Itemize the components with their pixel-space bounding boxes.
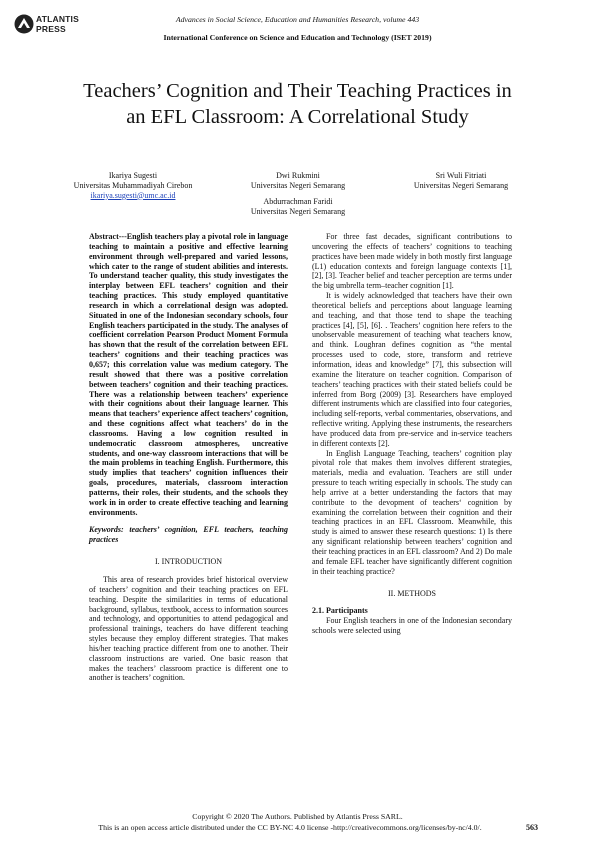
intro-paragraph: This area of research provides brief historical overview of teachers’ cognition and their teaching practices on EFL teaching. Despite the similarities in terms of educational background, syllabus, textbook, access to information sources and technology, and opportunities to attend pedagogical and professional trainings, teachers do have different teaching styles because they employ different strategies. That makes his/her teaching practice different from one to another. Their classroom instructions are varied. One basic reason that makes the teachers’ classroom practice is different one to another is teachers’ cognition.: [89, 575, 288, 683]
author-name: Abdurrachman Faridi: [263, 197, 333, 206]
keywords: Keywords: teachers’ cognition, EFL teachers, teaching practices: [89, 525, 288, 545]
author-name: Sri Wuli Fitriati: [435, 171, 487, 180]
author-affiliation: Universitas Negeri Semarang: [250, 180, 346, 190]
author-block-3: [386, 171, 536, 191]
section-heading-introduction: I. INTRODUCTION: [154, 557, 223, 567]
author-block-4: [223, 197, 373, 217]
abstract: Abstract---English teachers play a pivotal role in language teaching to maintain a positive and effective learning environment through well-prepared and varied lessons, which cater to the range of student abilities and interests. To understand teacher quality, this study investigates the interplay between EFL teachers’ cognition and their teaching practices. This study employed quantitative research in which a correlational design was adopted. Situated in one of the Indonesian secondary schools, four English teachers participated in the study. The analyses of coefficient correlation Pearson Product Moment Formula has shown that the result of the correlation between EFL teachers’ cognitions and their teaching practices was 0,657; this correlation value was medium category. The result showed that there was a positive correlation between teachers’ cognition and their teaching practices. There was a relationship between teachers’ experience with their cognitions about their language learner. This means that teachers’ experience affect teachers’ cognition, and these cognitions affect what teachers’ do in the classrooms. Having a low cognition resulted in undemocratic classroom atmospheres, uncreative students, and one-way classroom interactions that will be the main problems in teaching English. Furthermore, this study implies that teachers’ cognition influences their goals, procedures, materials, classroom interaction patterns, their roles, their students, and the schools they work in in order to create effective teaching and learning environments.: [89, 232, 288, 517]
body-paragraph-2: It is widely acknowledged that teachers have their own theoretical beliefs and perceptions about language learning and teaching, and that those tend to shape the teaching practices [4], [5], [6]. . Teachers’ cognition here refers to the unobservable measurement of teaching what teachers know, and think. Loughran defines cognition as “the mental processes used to code, store, transform and retrieve information, ideas and knowledge” [7], this subsection will examine the literature on teacher cognition. Comparison of teachers’ teaching practices with their stated beliefs could be inferred from Borg (2009) [3]. Researchers have employed different instruments which are classified into four categories, including self-reports, verbal commentaries, observations, and reflective writing. Applying these instruments, the researchers have produced data from pre-service and in-service teachers in different contexts [2].: [312, 291, 512, 448]
footer-license: This is an open access article distributed under the CC BY-NC 4.0 license -http://creativecommons.org/licenses/by-nc/4.0/.: [98, 823, 482, 832]
body-paragraph-3: In English Language Teaching, teachers’ cognition play pivotal role that makes them involves different strategies, materials, media and evaluation. Teachers are still under pressure to teach writing especially in schools. The study can help arrive at a better understanding the factors that may contribute to the devopment of teachers‘ cognition by examining the correlation between their cognition and their teaching practices in an EFL Classroom. Meanwhile, this study is aimed to answer these research questions: 1) Is there any significant relationship between teachers’ cognition and their teaching practices in an EFL classroom? And 2) Do male and female EFL teacher have significantly different cognition in their teaching practice?: [312, 448, 512, 576]
author-name: Ikariya Sugesti: [108, 171, 158, 180]
paper-title: Teachers’ Cognition and Their Teaching Practices in an EFL Classroom: A Correlational Study: [83, 80, 512, 128]
author-affiliation: Universitas Negeri Semarang: [413, 180, 509, 190]
author-block-2: [223, 171, 373, 191]
author-email-link[interactable]: ikariya.sugesti@umc.ac.id: [90, 190, 176, 200]
participants-paragraph: Four English teachers in one of the Indonesian secondary schools were selected using: [312, 616, 512, 636]
author-name: Dwi Rukmini: [276, 171, 320, 180]
series-header: Advances in Social Science, Education and Humanities Research, volume 443: [175, 15, 420, 24]
footer-copyright: Copyright © 2020 The Authors. Published by Atlantis Press SARL.: [192, 812, 403, 821]
right-column: [312, 232, 512, 636]
author-affiliation: Universitas Negeri Semarang: [250, 206, 346, 216]
conference-header: International Conference on Science and Education and Technology (ISET 2019): [163, 33, 432, 42]
logo-line1: ATLANTIS: [36, 14, 79, 24]
left-column: [89, 232, 288, 683]
logo-line2: PRESS: [36, 24, 66, 34]
page-number: 563: [526, 823, 538, 832]
author-block-1: [58, 171, 208, 200]
section-heading-methods: II. METHODS: [388, 588, 436, 598]
author-affiliation: Universitas Muhammadiyah Cirebon: [73, 180, 193, 190]
body-paragraph-1: For three fast decades, significant contributions to uncovering the effects of teachers’ cognitions to teaching practices have been made widely in both mostly first language (L1) education contexts and foreign language contexts [1], [2], [3]. Teacher belief and teacher perception are terms under the big umbrella term–teacher cognition [1].: [312, 232, 512, 291]
subsection-heading-participants: 2.1. Participants: [312, 606, 368, 616]
